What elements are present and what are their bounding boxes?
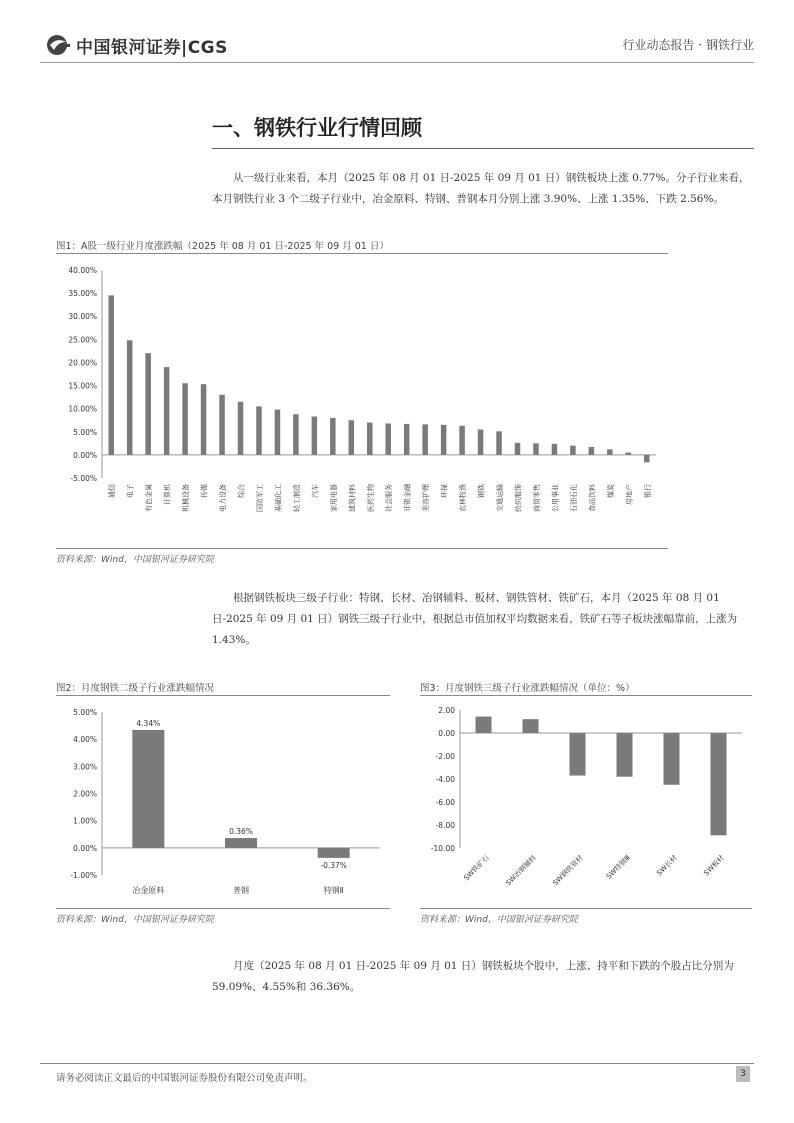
- chart1-x-tick-label: 食品饮料: [588, 484, 597, 512]
- chart1-y-tick-label: 10.00%: [68, 404, 97, 414]
- figure3-caption: 图3：月度钢铁三级子行业涨跌幅情况（单位：%）: [420, 683, 635, 694]
- chart3-y-tick-label: 2.00: [438, 706, 455, 715]
- chart2-y-tick-label: 5.00%: [73, 708, 97, 717]
- chart1-x-tick-label: 交通运输: [496, 484, 505, 512]
- chart1-bar: [441, 425, 447, 455]
- chart2-data-label: -0.37%: [320, 860, 347, 870]
- figure1-source-rule: [56, 548, 668, 549]
- paragraph-stock-distribution: 月度（2025 年 08 月 01 日-2025 年 09 月 01 日）钢铁板块个股中，上涨、持平和下跌的个股占比分别为 59.09%、4.55%和 36.36%。: [212, 960, 734, 993]
- paragraph-industry-overview: 从一级行业来看，本月（2025 年 08 月 01 日-2025 年 09 月 01 日）钢铁板块上涨 0.77%。分子行业来看，本月钢铁行业 3 个二级子行业中，冶金原料、特钢、普钢本月分别上涨 3.90%、上涨 1.35%、下跌 2.56%。: [212, 172, 750, 205]
- figure2-caption: 图2：月度钢铁二级子行业涨跌幅情况: [56, 683, 215, 694]
- chart1-bar: [644, 455, 650, 462]
- chart1-bar: [312, 417, 318, 455]
- chart3-y-tick-label: -2.00: [435, 752, 455, 761]
- chart1-y-tick-label: -5.00%: [70, 474, 97, 483]
- paragraph-subindustry: 根据钢铁板块三级子行业：特钢、长材、冶钢辅料、板材、钢铁管材、铁矿石，本月（2025 年 08 月 01 日-2025 年 09 月 01 日）钢铁三级子行业中，根据总市值加权平均数据来看，铁矿石等子板块涨幅靠前，上涨为 1.43%。: [212, 592, 738, 646]
- chart3-x-tick-label: SW铁矿石: [462, 853, 491, 883]
- chart1-bar: [626, 453, 632, 455]
- chart1-y-tick-label: 15.00%: [68, 381, 97, 391]
- chart1-x-tick-label: 美容护理: [422, 484, 431, 512]
- chart1-x-tick-label: 银行: [643, 484, 652, 498]
- chart1-x-tick-label: 非银金融: [403, 484, 412, 512]
- chart1-x-tick-label: 国防军工: [255, 484, 264, 512]
- industry-returns-chart: [56, 256, 668, 546]
- chart1-x-tick-label: 电子: [126, 484, 135, 498]
- chart1-x-tick-label: 公用事业: [551, 484, 560, 512]
- figure2-caption-rule: [56, 695, 390, 696]
- chart2-y-tick-label: 4.00%: [73, 735, 97, 745]
- footer-disclaimer: 请务必阅读正文最后的中国银河证券股份有限公司免责声明。: [56, 1073, 313, 1084]
- chart1-bar: [570, 446, 576, 455]
- chart1-x-tick-label: 计算机: [163, 484, 172, 505]
- footer-divider: [40, 1063, 754, 1064]
- chart1-bar: [367, 423, 373, 455]
- chart1-x-tick-label: 房地产: [625, 484, 634, 505]
- header-divider: [40, 62, 754, 63]
- chart2-y-tick-label: -1.00%: [70, 871, 97, 880]
- chart3-bar: [711, 733, 727, 835]
- chart1-x-tick-label: 商贸零售: [532, 484, 541, 512]
- chart2-data-label: 4.34%: [136, 718, 161, 728]
- chart3-bar: [523, 719, 539, 733]
- chart1-bar: [349, 420, 355, 455]
- chart3-x-tick-label: SW冶钢辅料: [504, 853, 538, 888]
- chart3-bar: [617, 733, 633, 777]
- chart2-y-tick-label: 3.00%: [73, 762, 97, 772]
- chart1-bar: [478, 429, 484, 454]
- chart1-x-tick-label: 有色金属: [145, 484, 154, 512]
- chart2-bar: [318, 848, 350, 858]
- chart2-data-label: 0.36%: [229, 827, 253, 837]
- report-type-label: 行业动态报告 · 钢铁行业: [622, 38, 754, 52]
- chart1-x-tick-label: 传媒: [200, 484, 209, 498]
- figure3-caption-rule: [420, 695, 752, 696]
- chart3-y-tick-label: 0.00: [438, 729, 455, 738]
- steel-level3-chart: [420, 700, 752, 905]
- figure3-source-rule: [420, 908, 752, 909]
- chart2-x-tick-label: 特钢Ⅱ: [323, 886, 344, 895]
- chart1-bar: [533, 443, 539, 455]
- chart2-y-tick-label: 0.00%: [73, 843, 97, 853]
- chart2-y-tick-label: 2.00%: [73, 789, 97, 799]
- chart1-bar: [164, 367, 170, 455]
- chart1-x-tick-label: 基础化工: [274, 484, 283, 512]
- figure1-source: 资料来源：Wind，中国银河证券研究院: [56, 555, 214, 565]
- chart3-bar: [664, 733, 680, 785]
- brand-logo-text: 中国银河证券|CGS: [76, 38, 228, 58]
- chart2-x-tick-label: 冶金原料: [132, 886, 165, 895]
- figure3-source: 资料来源：Wind，中国银河证券研究院: [420, 915, 578, 925]
- chart1-bar: [238, 402, 244, 455]
- chart3-x-tick-label: SW长材: [655, 853, 679, 878]
- section-title: 一、钢铁行业行情回顾: [212, 115, 422, 140]
- chart1-x-tick-label: 环保: [440, 484, 449, 498]
- chart1-x-tick-label: 通信: [108, 484, 117, 498]
- chart1-y-tick-label: 40.00%: [68, 266, 97, 275]
- cgs-logo-icon: [46, 34, 72, 56]
- chart1-bar: [496, 431, 502, 455]
- chart3-y-tick-label: -10.00: [430, 844, 455, 853]
- chart1-x-tick-label: 家用电器: [329, 484, 338, 512]
- chart1-bar: [404, 424, 410, 455]
- chart1-bar: [293, 414, 299, 455]
- steel-level2-chart: [56, 700, 390, 905]
- chart1-x-tick-label: 机械设备: [182, 484, 191, 512]
- chart1-x-tick-label: 纺织服饰: [514, 484, 523, 512]
- chart1-x-tick-label: 电力设备: [219, 484, 228, 512]
- chart3-y-tick-label: -8.00: [435, 821, 455, 830]
- chart1-y-tick-label: 5.00%: [73, 427, 97, 437]
- chart1-x-tick-label: 农林牧渔: [459, 484, 468, 512]
- chart1-bar: [589, 447, 595, 455]
- chart1-y-tick-label: 30.00%: [68, 312, 97, 322]
- chart2-y-tick-label: 1.00%: [73, 816, 97, 826]
- figure1-caption-rule: [56, 253, 668, 254]
- figure1-caption: 图1：A股一级行业月度涨跌幅（2025 年 08 月 01 日-2025 年 09 月 01 日）: [56, 241, 389, 252]
- chart3-bar: [570, 733, 586, 776]
- chart1-bar: [422, 424, 428, 455]
- chart1-x-tick-label: 轻工制造: [292, 484, 301, 512]
- chart2-bar: [132, 730, 164, 848]
- chart3-bar: [476, 717, 492, 733]
- chart1-bar: [219, 395, 225, 455]
- chart1-x-tick-label: 石油石化: [569, 484, 578, 512]
- page-number: 3: [736, 1066, 750, 1082]
- chart1-bar: [108, 295, 114, 454]
- chart1-y-tick-label: 25.00%: [68, 335, 97, 345]
- section-divider: [212, 148, 754, 149]
- chart1-x-tick-label: 建筑材料: [348, 484, 357, 512]
- chart1-bar: [201, 384, 207, 455]
- chart1-x-tick-label: 综合: [237, 484, 246, 498]
- chart1-y-tick-label: 0.00%: [73, 450, 97, 460]
- chart1-bar: [459, 426, 465, 455]
- chart1-x-tick-label: 钢铁: [477, 484, 486, 498]
- chart1-bar: [145, 353, 151, 455]
- chart1-bar: [552, 444, 558, 455]
- chart1-bar: [607, 449, 613, 455]
- chart3-x-tick-label: SW板材: [702, 853, 726, 878]
- chart3-y-tick-label: -6.00: [435, 798, 455, 807]
- chart1-x-tick-label: 汽车: [311, 484, 320, 498]
- chart1-bar: [330, 418, 336, 455]
- chart1-bar: [515, 443, 521, 455]
- chart1-y-tick-label: 20.00%: [68, 358, 97, 368]
- chart2-x-tick-label: 普钢: [233, 886, 249, 895]
- chart1-bar: [127, 340, 133, 455]
- chart1-y-tick-label: 35.00%: [68, 289, 97, 299]
- chart1-bar: [182, 383, 188, 455]
- chart3-y-tick-label: -4.00: [435, 775, 455, 784]
- chart1-x-tick-label: 医药生物: [366, 484, 375, 512]
- chart1-x-tick-label: 社会服务: [385, 484, 394, 512]
- chart3-x-tick-label: SW钢铁管材: [551, 853, 585, 888]
- chart1-x-tick-label: 煤炭: [606, 484, 615, 498]
- chart1-bar: [275, 410, 281, 455]
- chart1-bar: [385, 423, 391, 454]
- chart2-bar: [225, 838, 257, 848]
- chart3-x-tick-label: SW特钢Ⅲ: [604, 853, 632, 881]
- chart1-bar: [256, 406, 262, 455]
- figure2-source: 资料来源：Wind，中国银河证券研究院: [56, 915, 214, 925]
- figure2-source-rule: [56, 908, 390, 909]
